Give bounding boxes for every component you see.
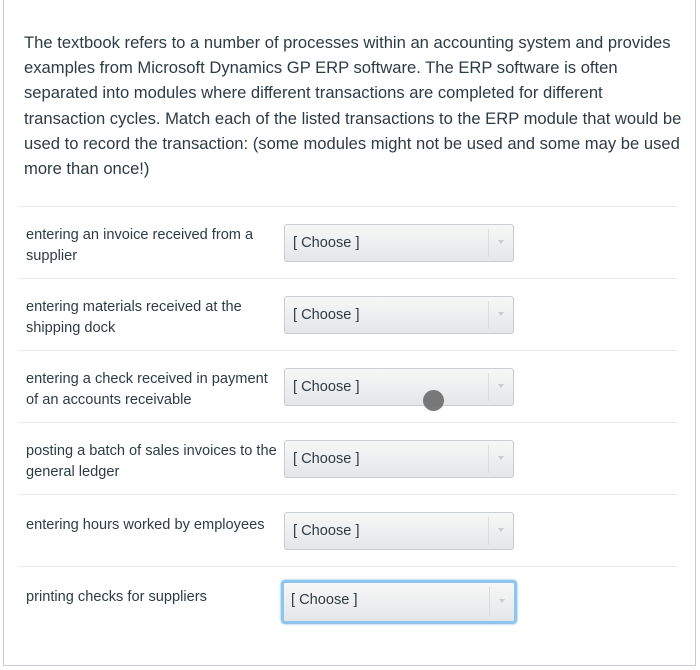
select-divider — [488, 517, 489, 545]
chevron-down-icon — [498, 312, 504, 316]
match-label: entering materials received at the shipping dock — [26, 299, 242, 336]
match-select-focused[interactable] — [281, 580, 517, 624]
chevron-down-icon — [498, 384, 504, 388]
match-select[interactable] — [284, 512, 514, 550]
select-value: [ Choose ] — [291, 592, 358, 608]
chevron-down-icon — [499, 599, 505, 603]
match-select[interactable] — [284, 368, 514, 406]
select-divider — [489, 587, 490, 617]
mouse-cursor-indicator — [423, 390, 444, 411]
match-row — [18, 494, 676, 566]
question-text: The textbook refers to a number of processes within an accounting system and provides examples from Microsoft Dynamics GP ERP software. The ERP software is often separated into modules where different transactions are completed for different transaction cycles. Match each of the listed transactions to the ERP module that would be used to record the transaction: (some modules might not be used and some may be used more than once!) — [24, 33, 682, 179]
match-select[interactable] — [284, 440, 514, 478]
match-row — [18, 566, 676, 638]
match-label: entering an invoice received from a supplier — [26, 227, 254, 264]
select-value: [ Choose ] — [293, 379, 360, 395]
select-value: [ Choose ] — [293, 307, 360, 323]
chevron-down-icon — [498, 456, 504, 460]
match-row — [18, 350, 676, 422]
match-row — [18, 206, 676, 278]
match-select[interactable] — [284, 224, 514, 262]
select-divider — [488, 445, 489, 473]
chevron-down-icon — [498, 240, 504, 244]
answer-list — [18, 206, 676, 638]
chevron-down-icon — [498, 528, 504, 532]
select-value: [ Choose ] — [293, 523, 360, 539]
select-value: [ Choose ] — [293, 451, 360, 467]
match-label: entering hours worked by employees — [26, 517, 265, 533]
select-value: [ Choose ] — [293, 235, 360, 251]
match-select[interactable] — [284, 296, 514, 334]
match-row — [18, 422, 676, 494]
match-label: entering a check received in payment of an accounts receivable — [26, 371, 268, 408]
match-label: posting a batch of sales invoices to the general ledger — [26, 443, 277, 480]
match-label: printing checks for suppliers — [26, 589, 207, 605]
select-divider — [488, 229, 489, 257]
match-row — [18, 278, 676, 350]
select-divider — [488, 373, 489, 401]
select-divider — [488, 301, 489, 329]
